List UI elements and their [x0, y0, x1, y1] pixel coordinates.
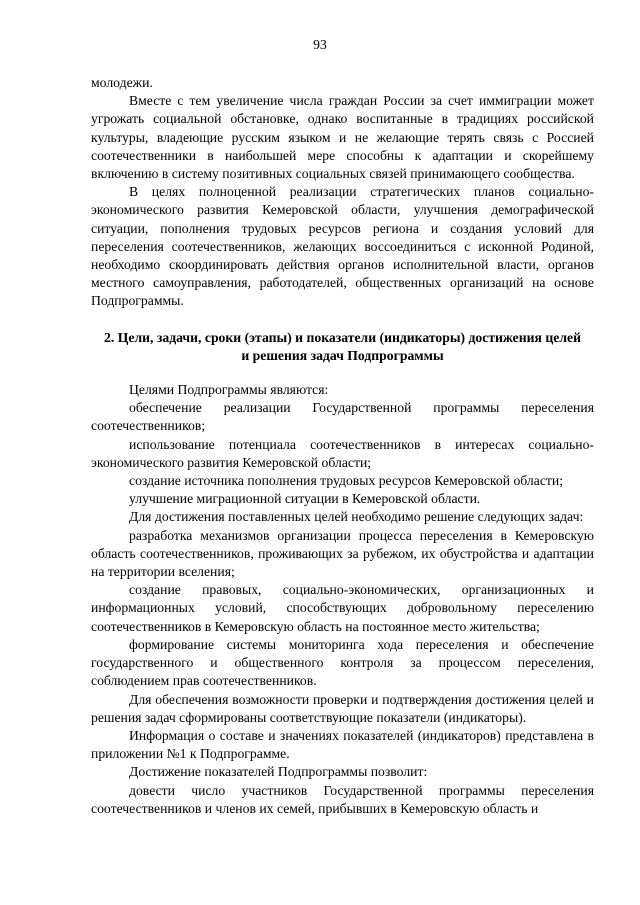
body-text — [91, 74, 594, 818]
paragraph: Вместе с тем увеличение числа граждан России за счет иммиграции может угрожать социальной обстановке, однако воспитанные в традициях российской культуры, владеющие русским языком и не желающие терять связь с Россией соотечественники в наибольшей мере способны к адаптации и скорейшему включению в систему позитивных социальных связей принимающего сообщества. — [91, 93, 594, 182]
paragraph: Для обеспечения возможности проверки и подтверждения достижения целей и решения задач сформированы соответствующие показатели (индикаторы). — [91, 691, 594, 725]
section-heading: 2. Цели, задачи, сроки (этапы) и показатели (индикаторы) достижения целей и решения задач Подпрограммы — [104, 329, 581, 363]
paragraph: создание правовых, социально-экономических, организационных и информационных условий, способствующих добровольному переселению соотечественников в Кемеровскую область на постоянное место жительства; — [91, 582, 594, 634]
page-number: 93 — [313, 37, 327, 52]
paragraph: Целями Подпрограммы являются: — [129, 382, 329, 398]
paragraph: обеспечение реализации Государственной программы переселения соотечественников; — [91, 400, 594, 434]
paragraph: улучшение миграционной ситуации в Кемеровской области. — [129, 491, 481, 507]
paragraph: довести число участников Государственной программы переселения соотечественников и членов их семей, прибывших в Кемеровскую область и — [91, 782, 594, 816]
paragraph: В целях полноценной реализации стратегических планов социально-экономического развития Кемеровской области, улучшения демографической ситуации, пополнения трудовых ресурсов региона и создания условий для переселения соотечественников, желающих воссоединиться с исконной Родиной, необходимо скоординировать действия органов исполнительной власти, органов местного самоуправления, работодателей, общественных организаций на основе Подпрограммы. — [91, 184, 594, 309]
paragraph: Информация о составе и значениях показателей (индикаторов) представлена в приложении №1 к Подпрограмме. — [91, 727, 594, 762]
paragraph: создание источника пополнения трудовых ресурсов Кемеровской области; — [129, 473, 564, 489]
paragraph: Для достижения поставленных целей необходимо решение следующих задач: — [129, 509, 584, 525]
paragraph: Достижение показателей Подпрограммы позволит: — [129, 764, 428, 780]
paragraph: формирование системы мониторинга хода переселения и обеспечение государственного и общественного контроля за процессом переселения, соблюдением прав соотечественников. — [91, 636, 594, 689]
paragraph: использование потенциала соотечественников в интересах социально-экономического развития Кемеровской области; — [91, 436, 594, 470]
paragraph: молодежи. — [91, 75, 153, 90]
paragraph: разработка механизмов организации процесса переселения в Кемеровскую область соотечественников, проживающих за рубежом, их обустройства и адаптации на территории вселения; — [91, 527, 594, 580]
